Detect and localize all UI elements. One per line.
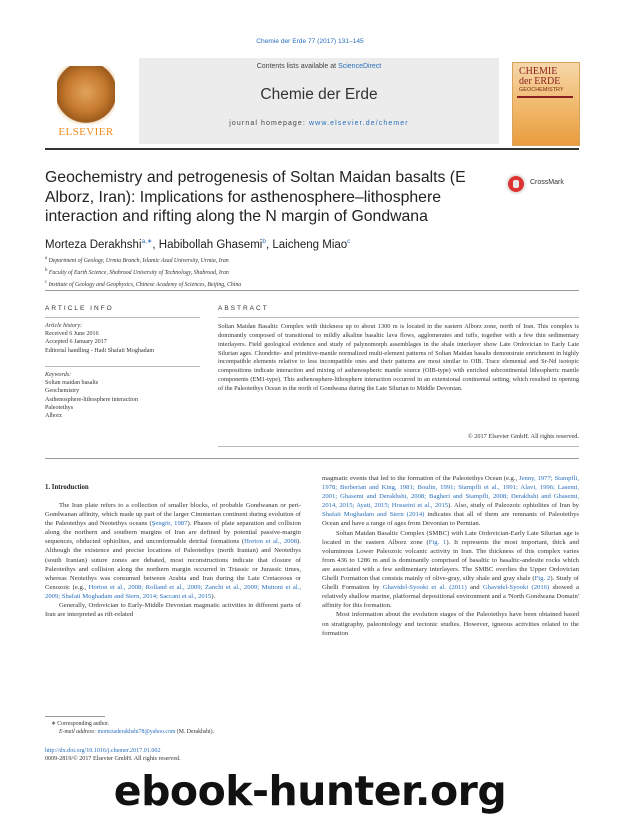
citation-link[interactable]: Fig. 2: [534, 575, 551, 583]
elsevier-logo[interactable]: [45, 64, 127, 144]
article-title: Geochemistry and petrogenesis of Soltan Maidan basalts (E Alborz, Iran): Implications for asthenosphere–lithosphere interaction and rifting along the N margin of Gondwana: [45, 169, 466, 225]
article-info-heading: ARTICLE INFO: [45, 305, 114, 312]
elsevier-wordmark: ELSEVIER: [58, 126, 114, 138]
article-history: [45, 322, 205, 355]
contents-line: Contents lists available at ScienceDirect: [256, 63, 382, 70]
paragraph-text: The Iran plate refers to a collection of smaller blocks, of probable Gondwanan or peri-Gondwanan affinity, which made up part of the larger Cimmerian continent during evolution of the Paleotethys and Neotethys oceans (: [45, 502, 301, 528]
keyword-item: Soltan maidan basalts: [45, 380, 99, 387]
keywords-list: [45, 379, 205, 420]
history-label: Article history:: [45, 323, 83, 329]
cover-subtitle: GEOCHEMISTRY: [519, 87, 564, 93]
paragraph-text: ). Also, study of Paleozoic ophiolites of Iran by: [448, 502, 579, 510]
citation-link[interactable]: Horton et al., 2008; Rolland et al., 2009; Zanchi et al., 2009; Muttoni et al., 2009; Shafaii Moghadam and Stern, 2014; Saccani et al., 2015: [45, 583, 302, 600]
citation-link[interactable]: Ghavidel-Syooki et al. (2011): [382, 584, 467, 592]
abstract-copyright: © 2017 Elsevier GmbH. All rights reserved.: [467, 433, 579, 440]
journal-title: Chemie der Erde: [260, 86, 378, 103]
journal-header: [45, 58, 579, 146]
keyword-item: Geochemistry: [45, 388, 80, 395]
citation-link[interactable]: Horton et al., 2008: [244, 538, 298, 546]
doi-block: [45, 747, 181, 764]
author-separator: ,: [265, 238, 273, 251]
body-column-left: [45, 501, 301, 619]
history-list: [45, 330, 205, 355]
affiliation-item: $^a$ Department of Geology, Urmia Branch, Islamic Azad University, Urmia, Iran: [45, 256, 229, 264]
affiliation-list: [45, 254, 585, 290]
body-column-right: [322, 474, 579, 638]
abstract-end-rule: [218, 446, 579, 447]
history-item: Received 6 June 2016: [45, 331, 99, 338]
author-separator: ,: [152, 238, 159, 251]
history-item: Accepted 6 January 2017: [45, 339, 107, 346]
abstract-heading: ABSTRACT: [218, 305, 269, 312]
sciencedirect-link[interactable]: ScienceDirect: [338, 63, 382, 70]
journal-cover-thumbnail[interactable]: [512, 62, 580, 146]
crossmark-label: CrossMark: [530, 179, 564, 186]
paragraph-text: ). Although the existence and precise locations of Paleotethys (north Iranian) and Neotethys (south Iranian) suture zones are debated, most reconstructions indicate that closure of Paleotethys and collision along the northern margin occurred in Triassic or Jurassic times, whereas Neotethys was consumed between Arabia and Iran during the Late Cretaceous or Cenozoic (e.g.,: [45, 538, 301, 591]
author-name[interactable]: Morteza Derakhshi: [45, 238, 142, 251]
journal-citation[interactable]: Chemie der Erde 77 (2017) 131–145: [256, 38, 364, 45]
cover-bar: [517, 96, 573, 98]
elsevier-tree-icon: [57, 66, 115, 124]
footnote-rule: [45, 716, 105, 717]
homepage-link[interactable]: www.elsevier.de/chemer: [309, 120, 409, 127]
body-paragraph: [322, 610, 579, 637]
body-paragraph: [322, 529, 579, 611]
issn-copyright: 0009-2819/© 2017 Elsevier GmbH. All rights reserved.: [45, 756, 181, 763]
corresponding-author-note: ∗ Corresponding author.: [51, 721, 110, 727]
affiliation-item: $^b$ Faculty of Earth Science, Shahrood University of Technology, Shahrood, Iran: [45, 268, 229, 277]
journal-homepage: journal homepage: www.elsevier.de/chemer: [229, 120, 409, 127]
keyword-item: Paleotethys: [45, 404, 74, 411]
keyword-item: Alborz: [45, 413, 62, 420]
author-name[interactable]: Habibollah Ghasemi: [158, 238, 263, 251]
citation-link[interactable]: Fig. 1: [428, 538, 447, 546]
affiliation-rule: [45, 290, 579, 291]
doi-link[interactable]: http://dx.doi.org/10.1016/j.chemer.2017.01.002: [45, 748, 161, 754]
header-rule: [45, 148, 579, 150]
paragraph-text: Generally, Ordovician to Early-Middle Devonian magmatic activities in different parts of Iran are interpreted as rift-related: [45, 602, 301, 619]
citation-link[interactable]: Jenny, 1977; Stampfli, 1978; Berberian and King, 1981; Boulin, 1991; Stampfli et al., 1991; Alavi, 1996; Lasemi, 2001; Ghasemi and Derakhshi, 2008; Bagheri and Stampfli, 2008; Derakhshi and Ghasemi, 2014, 2015; Ayati, 2015; Hosseini et al., 2015: [322, 475, 579, 510]
history-item: Editorial handling - Hadi Shafaii Moghadam: [45, 347, 155, 354]
citation-link[interactable]: Shafaii Moghadam and Stern (2014): [322, 511, 425, 519]
email-line: E-mail address: mortezaderakhshi78@yahoo.com (M. Derakhshi).: [59, 729, 215, 736]
footnote: [45, 720, 345, 737]
crossmark-badge[interactable]: [506, 174, 586, 196]
abstract-rule: [218, 317, 579, 318]
paragraph-text: showed a relatively shallow marine, platformal depositional environment and a 'North Gondwana Domain' affinity for this formation.: [322, 584, 579, 610]
paragraph-text: magmatic events that led to the formation of the Paleotethys Ocean (e.g.,: [322, 475, 519, 482]
paragraph-text: and: [466, 584, 483, 592]
paragraph-text: ). Study of Ghelli Formation by: [322, 575, 579, 592]
author-affiliation-marker[interactable]: c: [347, 238, 351, 245]
watermark-text: ebook-hunter.org: [113, 767, 507, 815]
author-affiliation-marker[interactable]: a,∗: [141, 238, 153, 245]
author-name[interactable]: Laicheng Miao: [272, 238, 348, 251]
crossmark-icon: [506, 174, 526, 194]
body-paragraph: [322, 474, 579, 529]
keywords-label: Keywords:: [45, 372, 72, 378]
affiliation-item: $^c$ Institute of Geology and Geophysics, Chinese Academy of Sciences, Beijing, China: [45, 280, 242, 289]
citation-link[interactable]: Ghavidel-Syooki (2016): [482, 584, 550, 592]
article-info-rule: [45, 317, 200, 318]
body-paragraph: [45, 601, 301, 619]
paragraph-text: Soltan Maidan Basaltic Complex (SMBC) with Late Ordovician-Early Late Silurian age is located in the eastern Alborz zone (: [322, 529, 579, 546]
cover-title: CHEMIE der ERDE: [519, 66, 561, 87]
author-affiliation-marker[interactable]: b: [262, 238, 266, 245]
keyword-item: Asthenosphere-lithosphere interaction: [45, 396, 138, 403]
body-rule: [45, 458, 579, 459]
paragraph-text: indicates that all of them are remnants of Paleotethys Ocean and have a range of ages from Devonian to Permian.: [322, 511, 579, 528]
citation-link[interactable]: Şengör, 1987: [151, 520, 188, 528]
paragraph-text: Most information about the evolution stages of the Paleotethys have been obtained based on stratigraphy, paleontology and tectonic studies. However, igneous activities related to the formation: [322, 611, 579, 637]
keywords-block: [45, 371, 205, 420]
section-heading-introduction: 1. Introduction: [45, 484, 89, 491]
author-list: [45, 237, 585, 251]
author-email-link[interactable]: mortezaderakhshi78@yahoo.com: [97, 729, 176, 736]
paragraph-text: ). Phases of plate separation and collision along the northern and southern margins of Iran are defined by potential passive-margin sequences, obducted ophiolites, and unconformable detrital formations (: [45, 520, 301, 546]
paragraph-text: ).: [211, 592, 216, 600]
keywords-rule: [45, 366, 200, 367]
paragraph-text: ). It represents the most important, thick and voluminous Lower Paleozoic volcanic activity in Iran. The thickness of this complex varies from 436 to 1286 m and is dominantly comprised of basaltic to basaltic-andesite rocks which are associated with a few sedimentary interlayers. The SMBC overlies the Upper Ordovician Ghelli Formation that consists mainly of olive-gray, silty shale and gray shale (: [322, 538, 580, 583]
journal-banner: [139, 58, 499, 144]
body-paragraph: [45, 501, 301, 601]
abstract-text: Soltan Maidan Basaltic Complex with thickness up to about 1300 m is located in the eastern Alborz zone, north of Iran. This complex is dominantly composed of transitional to mildly alkaline basaltic lava flows, agglomerates and tuffs, together with a few thin sedimentary interlayers. Field geological evidence and study of palynomorph assemblages in the shale interlayer show Late Ordovician to Early Late Silurian ages. Chondrite- and primitive-mantle normalized multi-element patterns of Soltan Maidan basalts demonstrate enrichment in highly incompatible elements relative to less incompatible ones and their patterns are most similar to OIB. Trace elemental and Sr-Nd isotopic compositions indicate interaction and mixing of asthenospheric mantle source (OIB-type) with enriched subcontinental lithospheric mantle components (EM1-type). This asthenosphere-lithosphere interaction occurred in an extensional continental setting, which resulted in opening of the Paleotethys Ocean in the north of Gondwana during the Late Silurian to Middle Devonian.: [218, 323, 579, 392]
